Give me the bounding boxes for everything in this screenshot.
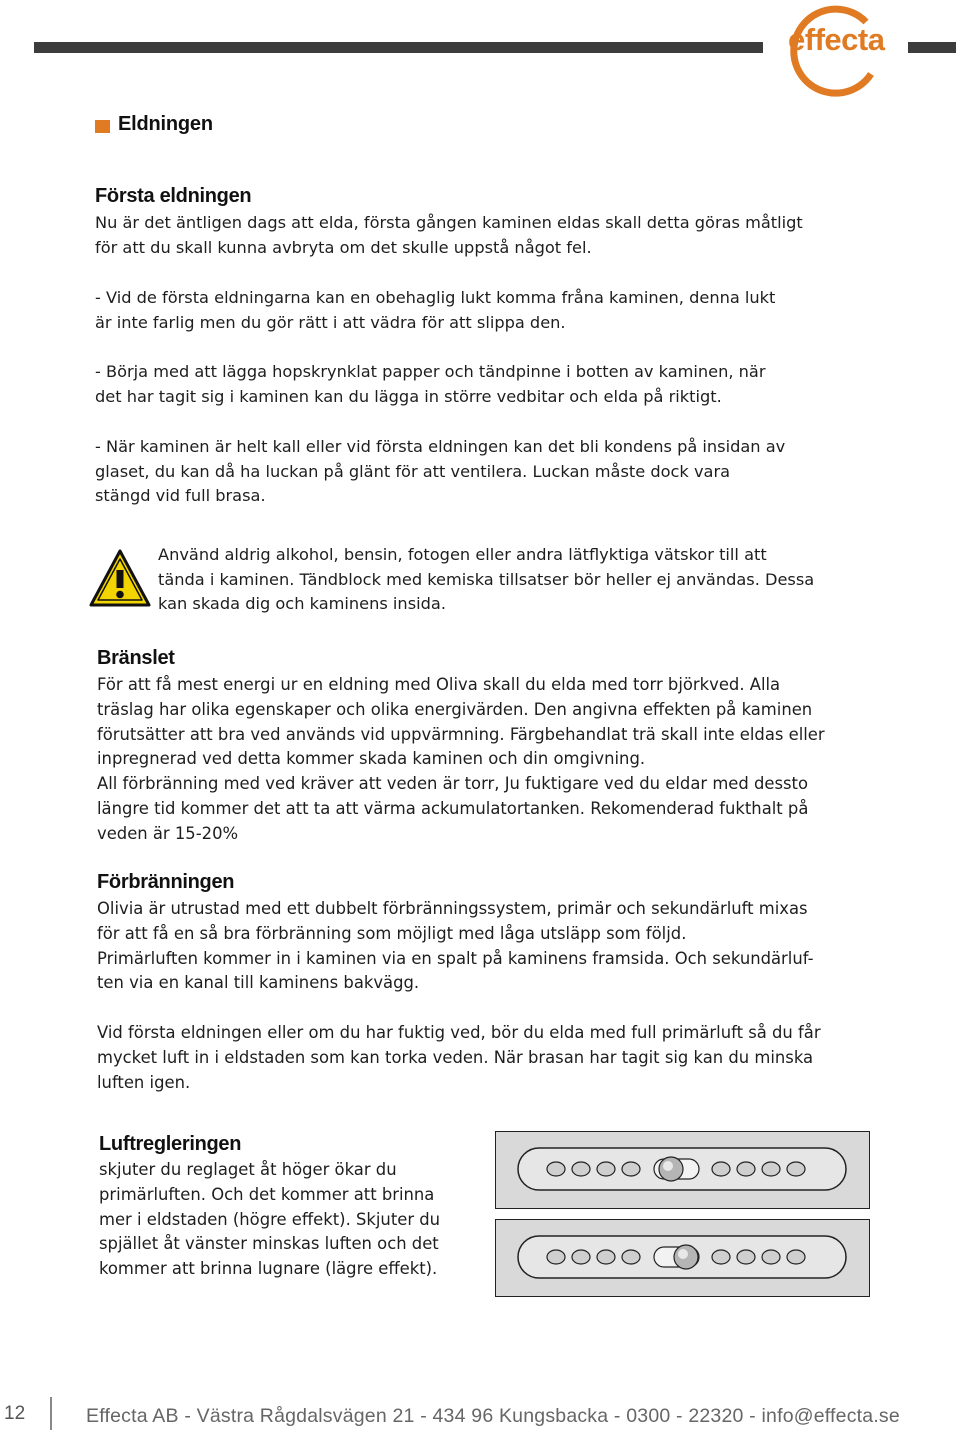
air-slider-high-illustration xyxy=(496,1132,868,1207)
heading-luftregleringen: Luftregleringen xyxy=(99,1133,242,1155)
air-slider-panel-high xyxy=(495,1131,870,1209)
logo-text: effecta xyxy=(788,22,885,57)
paragraph-branslet: För att få mest energi ur en eldning med Oliva skall du elda med torr björkved. Alla träslag har olika egenskaper och olika energivärden. Den angivna effekten på kaminen förutsätter att bra ved används vid uppvärmning. Färgbehandlat trä skall inte eldas eller inpregnerad ved detta kommer skada kaminen och din omgivning. All förbränning med ved kräver att veden är torr, Ju fuktigare ved du eldar med dessto längre tid kommer det att ta att värma ackumulatortanken. Rekomenderad fukthalt på veden är 15-20% xyxy=(97,675,825,843)
header-bar-right xyxy=(908,42,956,53)
heading-forbranningen: Förbränningen xyxy=(97,871,235,893)
paragraph-luftregleringen: skjuter du reglaget åt höger ökar du primärluften. Och det kommer att brinna mer i eldstaden (högre effekt). Skjuter du spjället åt vänster minskas luften och det kommer att brinna lugnare (lägre effekt). xyxy=(99,1160,441,1279)
warning-triangle-icon xyxy=(89,548,151,608)
paragraph-forbranningen-1: Olivia är utrustad med ett dubbelt förbränningssystem, primär och sekundärluft mixas för att få en så bra förbränning som möjligt med låga utsläpp som följd. Primärluften kommer in i kaminen via en spalt på kaminens framsida. Och sekundärluf- ten via en kanal till kaminens bakvägg. xyxy=(97,899,814,993)
page-number: 12 xyxy=(4,1403,26,1424)
warning-text: Använd aldrig alkohol, bensin, fotogen eller andra lätflyktiga vätskor till att tända i kaminen. Tändblock med kemiska tillsatser bör heller ej användas. Dessa kan skada dig och kaminens insida. xyxy=(158,545,815,613)
heading-forsta-eldningen: Första eldningen xyxy=(95,185,252,207)
heading-branslet: Bränslet xyxy=(97,647,175,669)
paragraph-intro: Nu är det äntligen dags att elda, första gången kaminen eldas skall detta göras måtligt för att du skall kunna avbryta om det skulle uppstå något fel. xyxy=(95,213,803,257)
paragraph-forbranningen-2: Vid första eldningen eller om du har fuktig ved, bör du elda med full primärluft så du får mycket luft in i eldstaden som kan torka veden. När brasan har tagit sig kan du minska luften igen. xyxy=(97,1023,821,1092)
air-slider-low-illustration xyxy=(496,1220,868,1295)
header-bar xyxy=(34,42,763,53)
air-slider-panel-low xyxy=(495,1219,870,1297)
footer-contact: Effecta AB - Västra Rågdalsvägen 21 - 434 96 Kungsbacka - 0300 - 22320 - info@effecta.se xyxy=(86,1405,900,1427)
section-title: Eldningen xyxy=(118,113,213,135)
section-marker xyxy=(95,120,110,133)
bullet-lukt: - Vid de första eldningarna kan en obehaglig lukt komma fråna kaminen, denna lukt är inte farlig men du gör rätt i att vädra för att slippa den. xyxy=(95,288,776,332)
bullet-kondens: - När kaminen är helt kall eller vid första eldningen kan det bli kondens på insidan av glaset, du kan då ha luckan på glänt för att ventilera. Luckan måste dock vara stängd vid full brasa. xyxy=(95,437,786,505)
bullet-borja: - Börja med att lägga hopskrynklat papper och tändpinne i botten av kaminen, när det har tagit sig i kaminen kan du lägga in större vedbitar och elda på riktigt. xyxy=(95,362,766,406)
footer-divider xyxy=(50,1397,52,1430)
